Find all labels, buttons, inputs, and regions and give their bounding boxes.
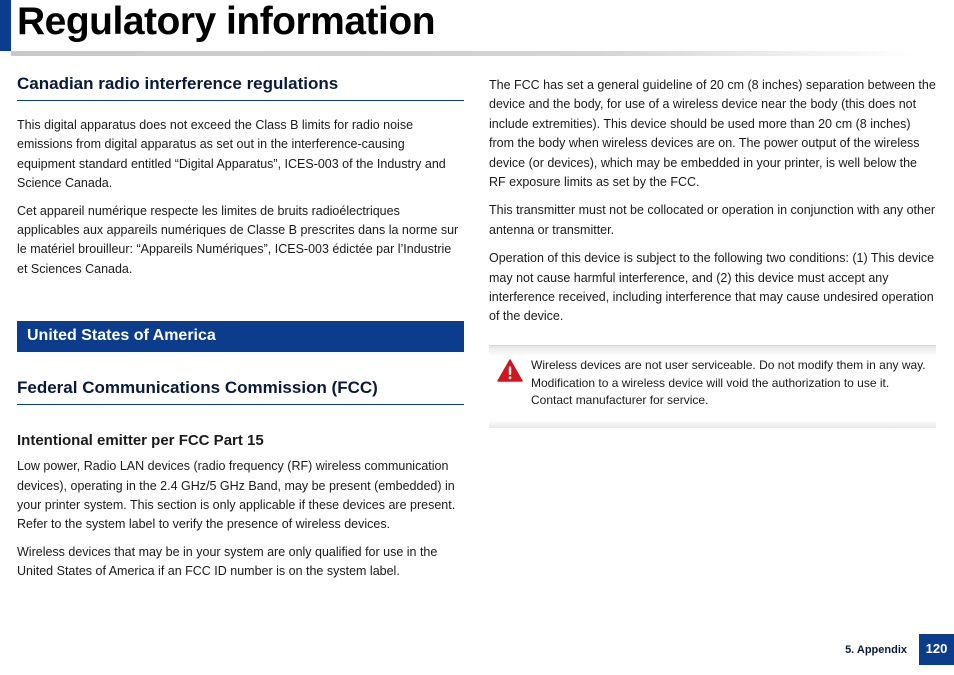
- right-column: [489, 76, 936, 327]
- page-title: Regulatory information: [17, 0, 436, 43]
- canada-paragraph-en: This digital apparatus does not exceed the Class B limits for radio noise emissions from digital apparatus as set out in the interference-causing equipment standard entitled “Digital Apparatus”, ICES-003 of the Industry and Science Canada.: [17, 118, 446, 191]
- emitter-heading: Intentional emitter per FCC Part 15: [17, 432, 264, 450]
- emitter-paragraph-1: Low power, Radio LAN devices (radio frequency (RF) wireless communication devices), operating in the 2.4 GHz/5 GHz Band, may be present (embedded) in your printer system. This section is only applicable if these devices are present. Refer to the system label to verify the presence of wireless devices.: [17, 459, 456, 532]
- usa-section-banner: United States of America: [17, 321, 464, 352]
- footer-section-label: 5. Appendix: [845, 644, 907, 656]
- canada-heading: Canadian radio interference regulations: [17, 74, 464, 101]
- emitter-paragraph-2: Wireless devices that may be in your system are only qualified for use in the United States of America if an FCC ID number is on the system label.: [17, 544, 438, 579]
- left-column: [17, 74, 464, 582]
- canada-paragraph-fr: Cet appareil numérique respecte les limites de bruits radioélectriques applicables aux appareils numériques de Classe B prescrites dans la norme sur le matériel brouilleur: “Appareils Numériques”, ICES-003 édictée par l’Industrie et Sciences Canada.: [17, 203, 459, 276]
- warning-note: [489, 345, 936, 428]
- operation-conditions-paragraph: Operation of this device is subject to the following two conditions: (1) This device may not cause harmful interference, and (2) this device must accept any interference received, including interference that may cause undesired operation of the device.: [489, 251, 935, 324]
- fcc-guideline-paragraph: The FCC has set a general guideline of 20 cm (8 inches) separation between the device and the body, for use of a wireless device near the body (this does not include extremities). This device should be used more than 20 cm (8 inches) from the body when wireless devices are on. The power output of the wireless device (or devices), which may be embedded in your printer, is well below the RF exposure limits as set by the FCC.: [489, 78, 936, 190]
- fcc-heading: Federal Communications Commission (FCC): [17, 378, 464, 405]
- warning-text: Wireless devices are not user serviceable. Do not modify them in any way. Modification to a wireless device will void the authorization to use it. Contact manufacturer for service.: [531, 358, 926, 408]
- title-accent-bar: [0, 0, 11, 51]
- title-underline: [11, 51, 916, 56]
- page-number: 120: [919, 634, 954, 665]
- collocation-paragraph: This transmitter must not be collocated or operation in conjunction with any other antenna or transmitter.: [489, 203, 936, 237]
- warning-triangle-icon: [497, 359, 523, 382]
